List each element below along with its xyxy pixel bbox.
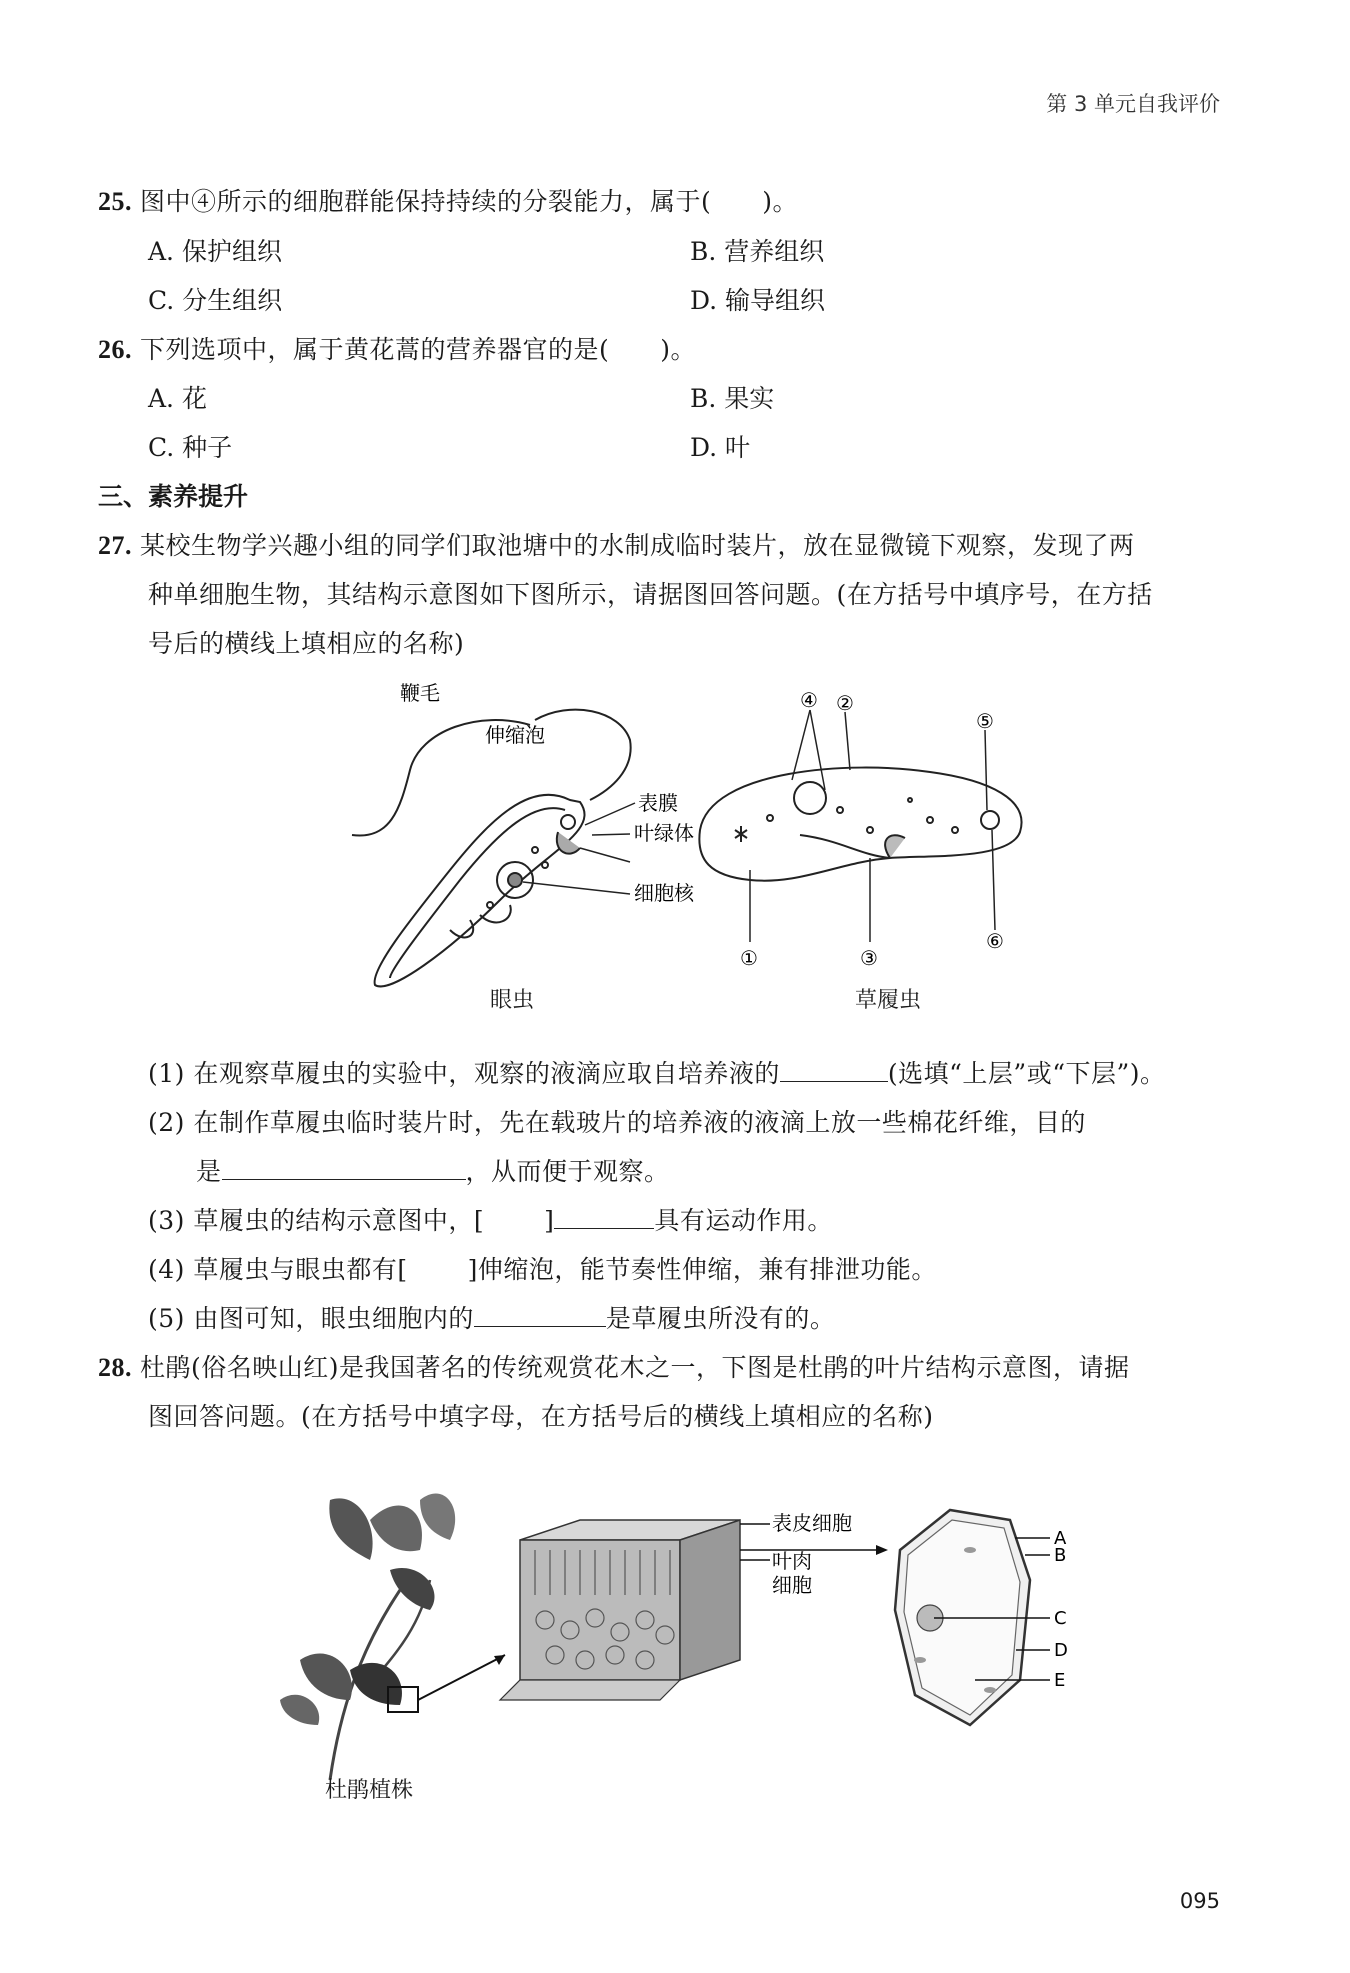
option-c: C. 种子 — [148, 433, 233, 462]
label-contractile-vacuole: 伸缩泡 — [485, 723, 545, 747]
section-heading: 三、素养提升 — [98, 482, 249, 511]
sub-question-2-line2: 是 ，从而便于观察。 — [196, 1157, 670, 1186]
question-27 — [98, 526, 1135, 562]
option-b: B. 营养组织 — [690, 237, 825, 266]
plant-caption: 杜鹃植株 — [325, 1778, 414, 1803]
question-28 — [98, 1348, 1130, 1384]
label-d: D — [1054, 1640, 1068, 1661]
answer-blank[interactable] — [222, 1157, 466, 1180]
label-mesophyll-1: 叶肉 — [772, 1549, 812, 1573]
question-27-line3: 号后的横线上填相应的名称) — [148, 629, 465, 658]
question-number: 27. — [98, 531, 132, 560]
label-3: ③ — [860, 946, 878, 970]
question-stem: 某校生物学兴趣小组的同学们取池塘中的水制成临时装片，放在显微镜下观察，发现了两 — [140, 531, 1135, 560]
sub-question-2: (2) 在制作草履虫临时装片时，先在载玻片的培养液的液滴上放一些棉花纤维，目的 — [148, 1108, 1086, 1137]
label-nucleus: 细胞核 — [634, 881, 694, 905]
azalea-plant-illustration — [280, 1494, 455, 1780]
question-28-line2: 图回答问题。(在方括号中填字母，在方括号后的横线上填相应的名称) — [148, 1402, 934, 1431]
label-b: B — [1054, 1545, 1067, 1566]
question-number: 28. — [98, 1353, 132, 1382]
option-b: B. 果实 — [690, 384, 775, 413]
label-1: ① — [740, 946, 758, 970]
question-26 — [98, 330, 696, 366]
euglena-diagram — [352, 710, 631, 987]
question-number: 26. — [98, 335, 132, 364]
label-6: ⑥ — [986, 929, 1004, 953]
question-27-line2: 种单细胞生物，其结构示意图如下图所示，请据图回答问题。(在方括号中填序号，在方括 — [148, 580, 1153, 609]
option-d: D. 叶 — [690, 433, 751, 462]
label-e: E — [1054, 1670, 1066, 1691]
azalea-leaf-figure — [270, 1460, 1070, 1790]
label-a: A — [1054, 1528, 1067, 1549]
sub-question-5: (5) 由图可知，眼虫细胞内的 是草履虫所没有的。 — [148, 1304, 836, 1333]
unit-header: 第 3 单元自我评价 — [1046, 92, 1220, 116]
label-flagellum: 鞭毛 — [400, 681, 440, 705]
option-a: A. 保护组织 — [148, 237, 282, 266]
page-number: 095 — [1179, 1889, 1220, 1913]
option-c: C. 分生组织 — [148, 286, 283, 315]
sub-question-1: (1) 在观察草履虫的实验中，观察的液滴应取自培养液的 (选填“上层”或“下层”)。 — [148, 1059, 1166, 1088]
question-stem: 下列选项中，属于黄花蒿的营养器官的是( )。 — [140, 335, 697, 364]
label-pellicle: 表膜 — [638, 791, 678, 815]
label-4: ④ — [800, 688, 818, 712]
paramecium-caption: 草履虫 — [855, 988, 922, 1013]
question-25 — [98, 182, 798, 218]
label-chloroplast: 叶绿体 — [634, 821, 694, 845]
answer-blank[interactable] — [474, 1304, 606, 1327]
euglena-caption: 眼虫 — [490, 988, 535, 1013]
label-mesophyll-2: 细胞 — [772, 1573, 812, 1597]
option-a: A. 花 — [148, 384, 207, 413]
label-2: ② — [836, 691, 854, 715]
sub-question-3: (3) 草履虫的结构示意图中，[ ] 具有运动作用。 — [148, 1206, 833, 1235]
sub-question-4: (4) 草履虫与眼虫都有[ ]伸缩泡，能节奏性伸缩，兼有排泄功能。 — [148, 1255, 937, 1284]
label-epidermal-cell: 表皮细胞 — [772, 1511, 852, 1535]
leaf-cross-section — [500, 1520, 740, 1700]
question-stem: 图中④所示的细胞群能保持持续的分裂能力，属于( )。 — [140, 187, 799, 216]
option-d: D. 输导组织 — [690, 286, 826, 315]
single-cell-organisms-figure — [330, 680, 1050, 1020]
label-5: ⑤ — [976, 709, 994, 733]
question-stem: 杜鹃(俗名映山红)是我国著名的传统观赏花木之一，下图是杜鹃的叶片结构示意图，请据 — [140, 1353, 1130, 1382]
answer-blank[interactable] — [554, 1206, 654, 1229]
label-c: C — [1054, 1608, 1067, 1629]
paramecium-diagram — [699, 768, 1021, 881]
answer-blank[interactable] — [780, 1059, 888, 1082]
question-number: 25. — [98, 187, 132, 216]
